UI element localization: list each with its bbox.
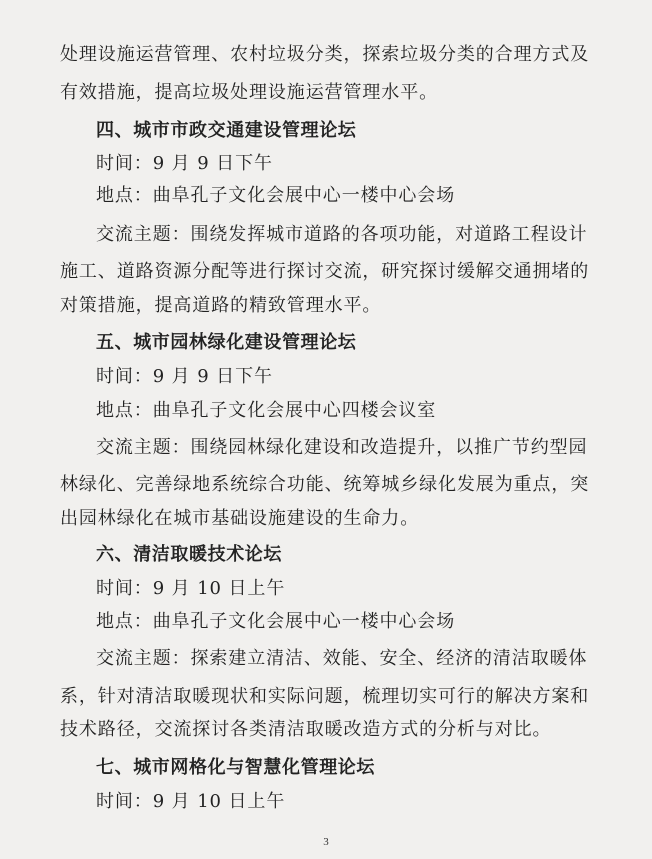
section-5-topic-line-1: 交流主题：围绕园林绿化建设和改造提升，以推广节约型园 bbox=[96, 437, 588, 458]
section-4-topic-line-3: 对策措施，提高道路的精致管理水平。 bbox=[60, 295, 382, 316]
section-5-topic-line-3: 出园林绿化在城市基础设施建设的生命力。 bbox=[60, 508, 420, 529]
section-7-heading: 七、城市网格化与智慧化管理论坛 bbox=[96, 757, 375, 778]
section-6-topic-line-3: 技术路径，交流探讨各类清洁取暖改造方式的分析与对比。 bbox=[60, 719, 552, 740]
section-4-time: 时间：9 月 9 日下午 bbox=[96, 153, 273, 174]
section-6-topic-line-1: 交流主题：探索建立清洁、效能、安全、经济的清洁取暖体 bbox=[96, 648, 588, 669]
continuation-line-2: 有效措施，提高垃圾处理设施运营管理水平。 bbox=[60, 82, 438, 103]
section-7-time: 时间：9 月 10 日上午 bbox=[96, 791, 286, 812]
section-4-topic-line-2: 施工、道路资源分配等进行探讨交流，研究探讨缓解交通拥堵的 bbox=[60, 261, 590, 282]
section-5-topic-line-2: 林绿化、完善绿地系统综合功能、统筹城乡绿化发展为重点，突 bbox=[60, 474, 590, 495]
section-4-heading: 四、城市市政交通建设管理论坛 bbox=[96, 120, 357, 141]
section-6-heading: 六、清洁取暖技术论坛 bbox=[96, 544, 282, 565]
continuation-line-1: 处理设施运营管理、农村垃圾分类，探索垃圾分类的合理方式及 bbox=[60, 44, 590, 65]
section-6-place: 地点：曲阜孔子文化会展中心一楼中心会场 bbox=[96, 611, 456, 632]
section-5-time: 时间：9 月 9 日下午 bbox=[96, 366, 273, 387]
section-4-topic-line-1: 交流主题：围绕发挥城市道路的各项功能，对道路工程设计 bbox=[96, 224, 588, 245]
section-6-topic-line-2: 系，针对清洁取暖现状和实际问题，梳理切实可行的解决方案和 bbox=[60, 686, 590, 707]
section-4-place: 地点：曲阜孔子文化会展中心一楼中心会场 bbox=[96, 185, 456, 206]
section-6-time: 时间：9 月 10 日上午 bbox=[96, 578, 286, 599]
section-5-place: 地点：曲阜孔子文化会展中心四楼会议室 bbox=[96, 400, 437, 421]
section-5-heading: 五、城市园林绿化建设管理论坛 bbox=[96, 332, 357, 353]
page-number: 3 bbox=[323, 836, 329, 848]
